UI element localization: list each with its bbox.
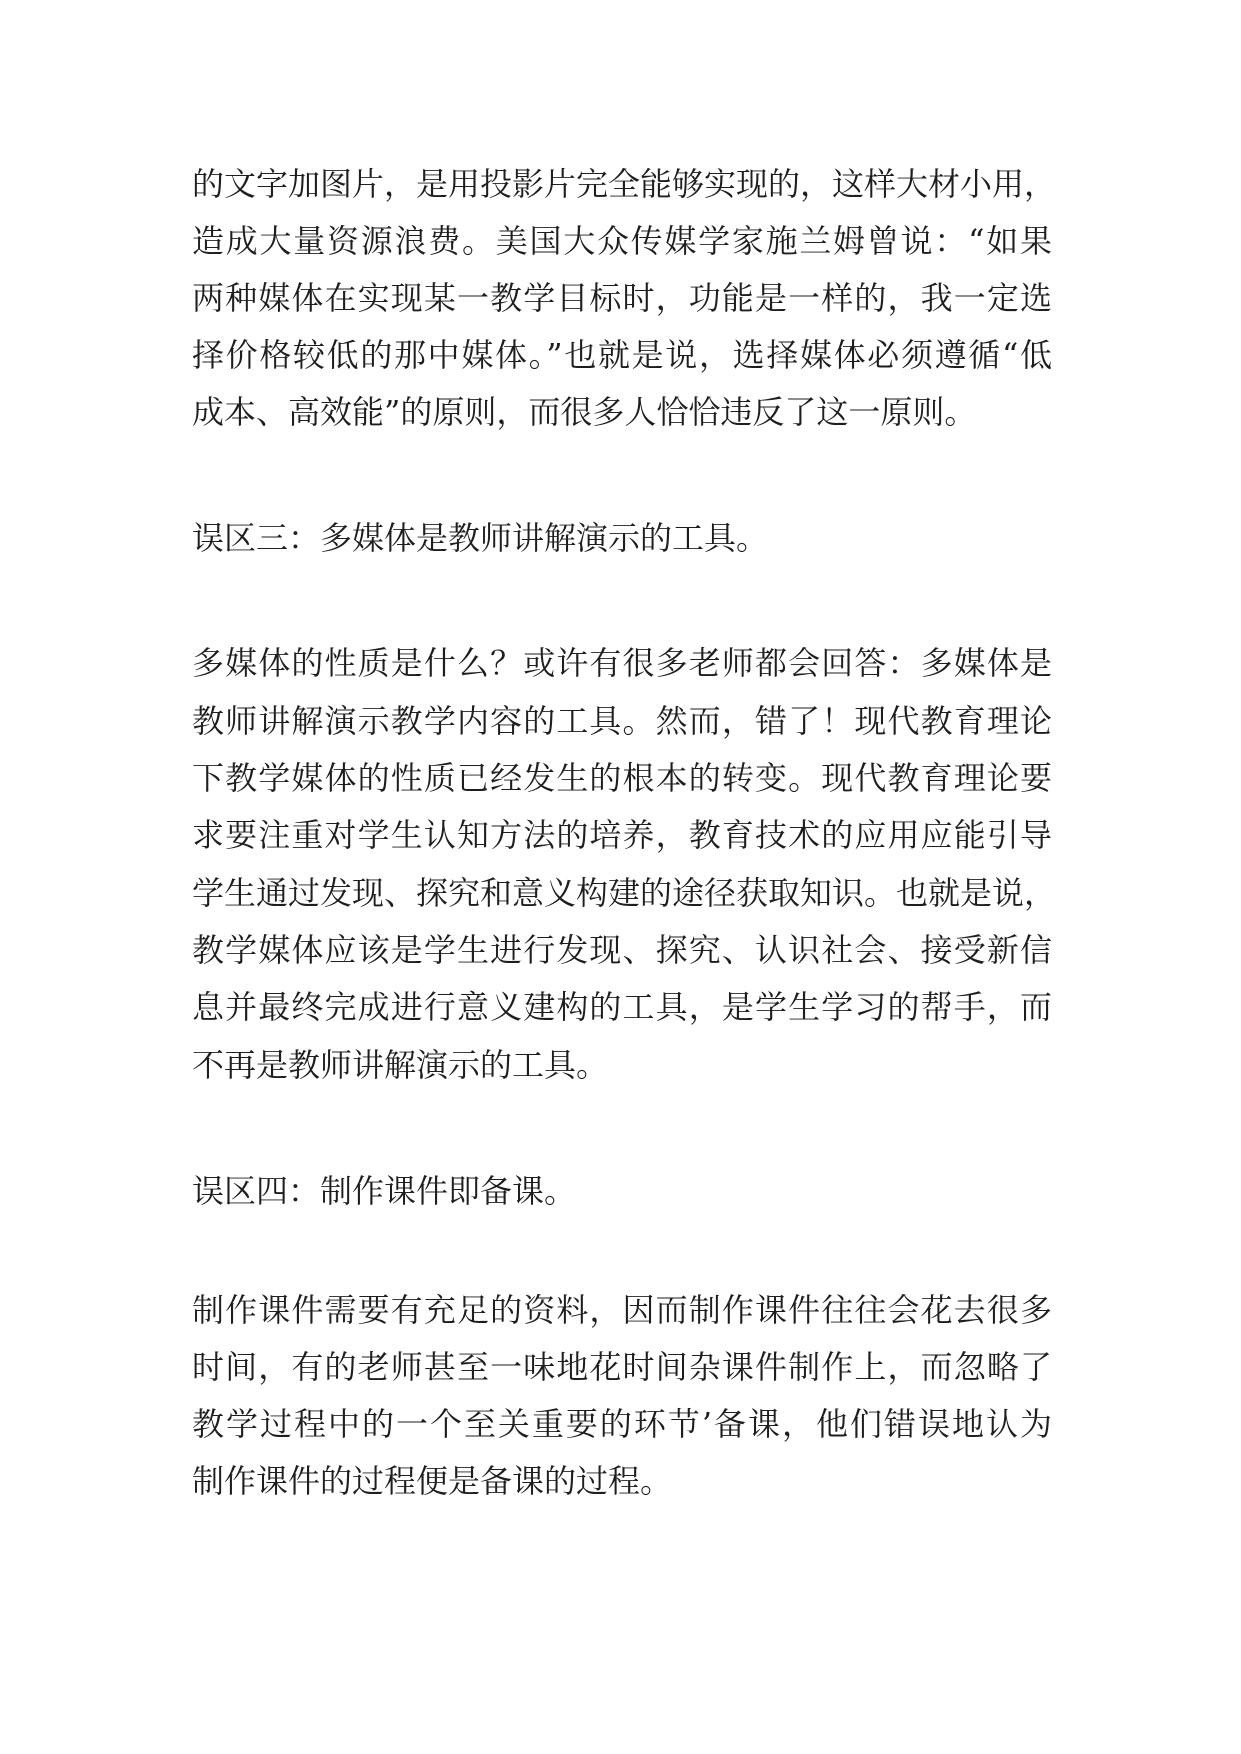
paragraph-5-line-2: 时间，有的老师甚至一味地花时间杂课件制作上，而忽略了: [192, 1348, 1052, 1386]
paragraph-1-line-4: 择价格较低的那中媒体。”也就是说，选择媒体必须遵循“低: [192, 336, 1052, 374]
paragraph-1-line-3: 两种媒体在实现某一教学目标时，功能是一样的，我一定选: [192, 279, 1052, 317]
paragraph-3-line-8: 不再是教师讲解演示的工具。: [192, 1046, 609, 1084]
paragraph-3-line-1: 多媒体的性质是什么？或许有很多老师都会回答：多媒体是: [192, 644, 1052, 682]
paragraph-3-line-7: 息并最终完成进行意义建构的工具，是学生学习的帮手，而: [192, 988, 1052, 1026]
paragraph-3-line-4: 求要注重对学生认知方法的培养，教育技术的应用应能引导: [192, 816, 1052, 854]
paragraph-1-line-2: 造成大量资源浪费。美国大众传媒学家施兰姆曾说：“如果: [192, 222, 1052, 260]
paragraph-5-line-3: 教学过程中的一个至关重要的环节’备课，他们错误地认为: [192, 1405, 1052, 1443]
section-heading-3: 误区三：多媒体是教师讲解演示的工具。: [192, 519, 769, 557]
paragraph-3-line-5: 学生通过发现、探究和意义构建的途径获取知识。也就是说，: [192, 874, 1057, 912]
section-heading-4: 误区四：制作课件即备课。: [192, 1172, 577, 1210]
paragraph-5-line-4: 制作课件的过程便是备课的过程。: [192, 1462, 673, 1500]
paragraph-1-line-5: 成本、高效能”的原则，而很多人恰恰违反了这一原则。: [192, 393, 977, 431]
paragraph-3-line-3: 下教学媒体的性质已经发生的根本的转变。现代教育理论要: [192, 759, 1052, 797]
paragraph-1-line-1: 的文字加图片，是用投影片完全能够实现的，这样大材小用，: [192, 165, 1057, 203]
paragraph-3-line-6: 教学媒体应该是学生进行发现、探究、认识社会、接受新信: [192, 931, 1052, 969]
paragraph-5-line-1: 制作课件需要有充足的资料，因而制作课件往往会花去很多: [192, 1291, 1052, 1329]
paragraph-3-line-2: 教师讲解演示教学内容的工具。然而，错了！现代教育理论: [192, 702, 1052, 740]
